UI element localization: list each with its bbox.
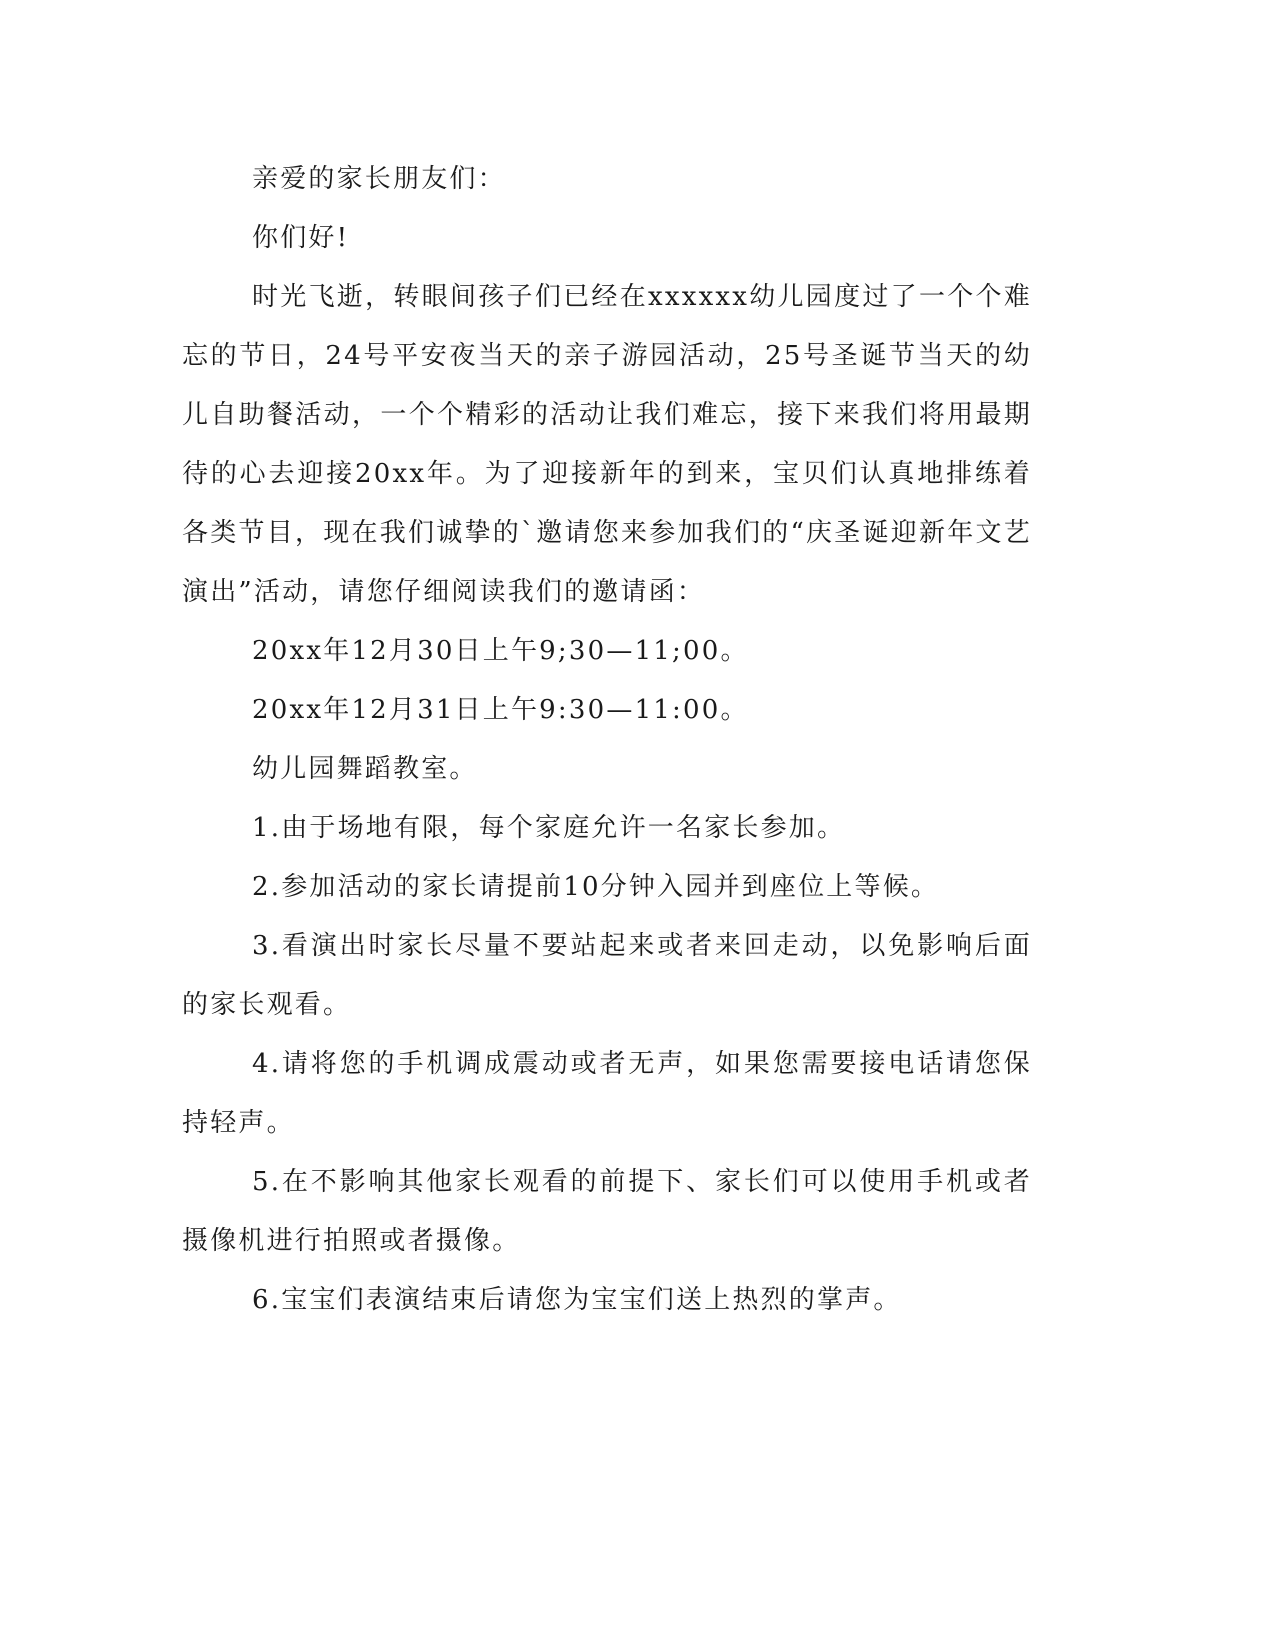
- rule-item: 6.宝宝们表演结束后请您为宝宝们送上热烈的掌声。: [252, 1285, 902, 1315]
- intro-paragraph: 时光飞逝，转眼间孩子们已经在xxxxxx幼儿园度过了一个个难忘的节日，24号平安夜当天的亲子游园活动，25号圣诞节当天的幼儿自助餐活动，一个个精彩的活动让我们难忘，接下来我们将用最期待的心去迎接20xx年。为了迎接新年的到来，宝贝们认真地排练着各类节目，现在我们诚挚的`邀请您来参加我们的“庆圣诞迎新年文艺演出”活动，请您仔细阅读我们的邀请函：: [182, 282, 1032, 607]
- salutation: 亲爱的家长朋友们：: [252, 164, 506, 194]
- document-body: [182, 150, 1032, 1330]
- rule-item: 4.请将您的手机调成震动或者无声，如果您需要接电话请您保持轻声。: [182, 1049, 1032, 1138]
- rule-item: 5.在不影响其他家长观看的前提下、家长们可以使用手机或者摄像机进行拍照或者摄像。: [182, 1167, 1032, 1256]
- greeting: 你们好!: [252, 223, 350, 253]
- event-location: 幼儿园舞蹈教室。: [252, 754, 478, 784]
- event-time-1: 20xx年12月30日上午9;30—11;00。: [252, 636, 749, 666]
- rule-item: 3.看演出时家长尽量不要站起来或者来回走动，以免影响后面的家长观看。: [182, 931, 1032, 1020]
- rule-item: 2.参加活动的家长请提前10分钟入园并到座位上等候。: [252, 872, 940, 902]
- event-time-2: 20xx年12月31日上午9:30—11:00。: [252, 695, 749, 725]
- rule-item: 1.由于场地有限，每个家庭允许一名家长参加。: [252, 813, 846, 843]
